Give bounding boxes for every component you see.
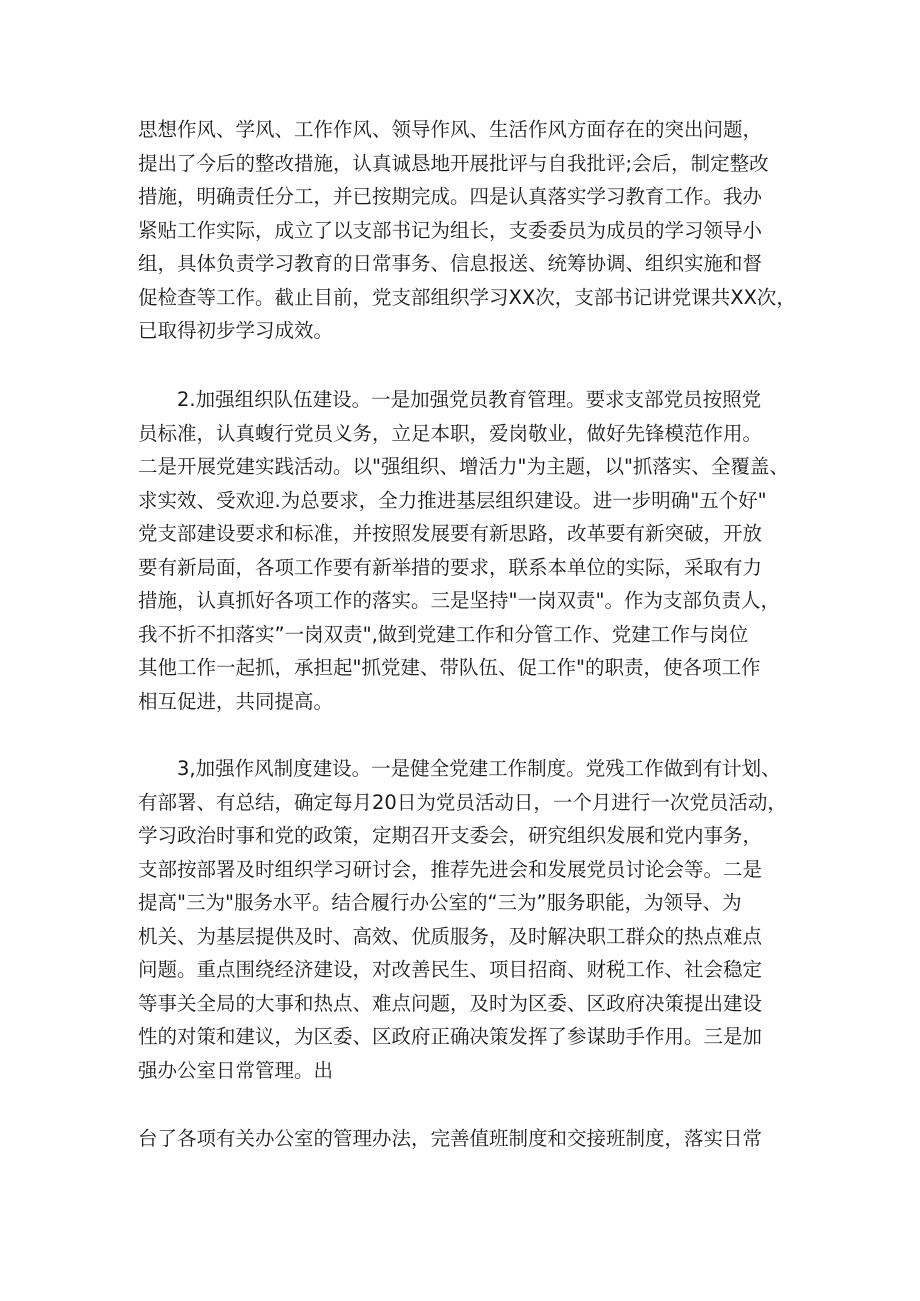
text-line: 3,加强作风制度建设。一是健全党建工作制度。党残工作做到有计划、: [177, 757, 781, 780]
text-line: 提高"三为"服务水平。结合履行办公室的“三为”服务职能，为领导、为: [138, 891, 742, 914]
text-line: 等事关全局的大事和热点、难点问题，及时为区委、区政府决策提出建设: [138, 991, 763, 1015]
text-line: 组，具体负责学习教育的日常事务、信息报送、统筹协调、组织实施和督: [138, 252, 763, 275]
text-line: 紧贴工作实际，成立了以支部书记为组长，支委委员为成员的学习领导小: [138, 218, 763, 242]
text-line: 有部署、有总结，确定每月20日为党员活动日，一个月进行一次党员活动，: [138, 790, 787, 814]
text-line: 员标准，认真蝮行党员义务，立足本职，爱岗敬业，做好先锋模范作用。: [138, 421, 763, 445]
text-line: 思想作风、学风、工作作风、领导作风、生活作风方面存在的突出问题，: [138, 118, 763, 141]
text-line: 党支部建设要求和标准，并按照发展要有新思路，改革要有新突破，开放: [138, 522, 763, 545]
text-line: 我不折不扣落实”一岗双责",做到党建工作和分管工作、党建工作与岗位: [138, 622, 749, 646]
text-line: 已取得初步学习成效。: [138, 319, 334, 342]
text-line: 支部按部署及时组织学习研讨会，推荐先进会和发展党员讨论会等。二是: [138, 857, 763, 881]
text-line: 强办公室日常管理。出: [138, 1058, 334, 1082]
text-line: 促检查等工作。截止目前，党支部组织学习XX次，支部书记讲党课共XX次，: [138, 285, 796, 309]
paragraph-3: [138, 752, 788, 1087]
text-line: 性的对策和建议，为区委、区政府正确决策发挥了参谋助手作用。三是加: [138, 1025, 763, 1048]
text-line: 学习政治时事和党的政策，定期召开支委会，研究组织发展和党内事务，: [138, 824, 763, 847]
text-line: 措施，明确责任分工，并已按期完成。四是认真落实学习教育工作。我办: [138, 185, 763, 208]
paragraph-1: [138, 113, 796, 348]
text-line: 问题。重点围绕经济建设，对改善民生、项目招商、财税工作、社会稳定: [138, 958, 763, 981]
paragraph-2: [138, 383, 788, 718]
text-line: 台了各项有关办公室的管理办法，完善值班制度和交接班制度，落实日常: [138, 1127, 763, 1150]
text-line: 二是开展党建实践活动。以"强组织、增活力"为主题，以"抓落实、全覆盖、: [138, 455, 789, 478]
text-line: 2.加强组织队伍建设。一是加强党员教育管理。要求支部党员按照党: [177, 388, 762, 411]
text-line: 求实效、受欢迎.为总要求，全力推进基层组织建设。进一步明确"五个好": [138, 488, 767, 512]
text-line: 提出了今后的整改措施，认真诚恳地开展批评与自我批评;会后，制定整改: [138, 151, 769, 175]
text-line: 其他工作一起抓，承担起"抓党建、带队伍、促工作"的职责，使各项工作: [138, 656, 761, 679]
paragraph-4: [138, 1122, 788, 1156]
text-line: 相互促进，共同提高。: [138, 689, 334, 713]
text-line: 措施，认真抓好各项工作的落实。三是坚持"一岗双责"。作为支部负责人，: [138, 589, 780, 612]
text-line: 机关、为基层提供及时、高效、优质服务，及时解决职工群众的热点难点: [138, 924, 763, 948]
text-line: 要有新局面，各项工作要有新举措的要求，联系本单位的实际，采取有力: [138, 555, 763, 579]
